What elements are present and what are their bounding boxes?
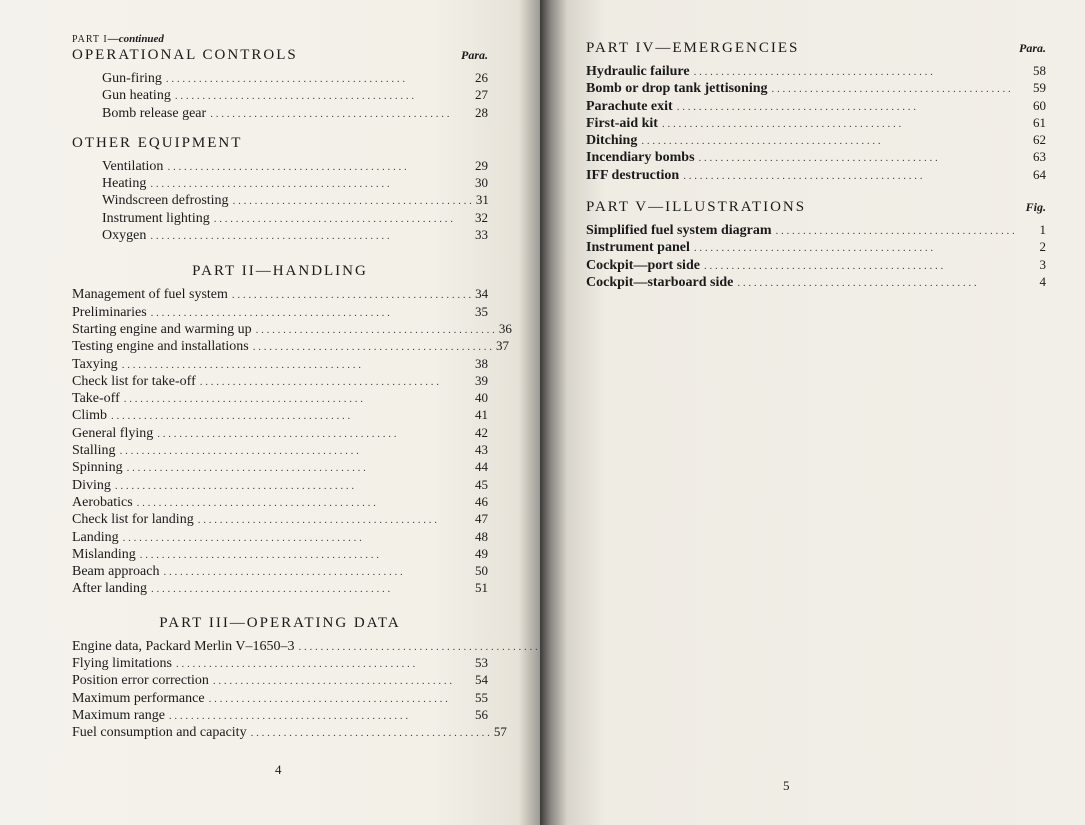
dot-leader: . . . . . . . . . . . . . . . . . . . . . . . . . . . . . . . . . . . . . . . . . . . . xyxy=(121,358,361,371)
right-contents xyxy=(586,40,1046,290)
section-title: OPERATIONAL CONTROLS xyxy=(72,47,298,63)
entry-label: Aerobatics xyxy=(72,494,133,510)
section-heading xyxy=(72,615,488,637)
toc-entry[interactable] xyxy=(72,355,488,372)
toc-entry[interactable] xyxy=(72,476,488,493)
dot-leader: . . . . . . . . . . . . . . . . . . . . . . . . . . . . . . . . . . . . . . . . . . . . xyxy=(114,479,355,492)
dot-leader: . . . . . . . . . . . . . . . . . . . . . . . . . . . . . . . . . . . . . . . . . . . . xyxy=(771,83,1011,96)
dot-leader: . . . . . . . . . . . . . . . . . . . . . . . . . . . . . . . . . . . . . . . . . . . . xyxy=(123,393,363,406)
toc-entry[interactable] xyxy=(586,148,1046,165)
dot-leader: . . . . . . . . . . . . . . . . . . . . . . . . . . . . . . . . . . . . . . . . . . . . xyxy=(197,514,437,527)
entry-number: 3 xyxy=(1039,256,1046,272)
section-heading xyxy=(586,199,1046,221)
entry-label: Heating xyxy=(102,176,147,192)
toc-entry[interactable] xyxy=(72,303,488,320)
toc-entry[interactable] xyxy=(586,79,1046,96)
toc-entry[interactable] xyxy=(72,706,488,723)
entry-label: Beam approach xyxy=(72,564,160,580)
left-page xyxy=(0,0,540,825)
entry-list xyxy=(72,285,512,597)
entry-number: 29 xyxy=(475,157,488,173)
toc-entry[interactable] xyxy=(586,221,1046,238)
entry-number: 41 xyxy=(475,407,488,423)
toc-entry[interactable] xyxy=(72,493,488,510)
entry-label: Starting engine and warming up xyxy=(72,321,252,337)
section-gap xyxy=(72,597,488,615)
dot-leader: . . . . . . . . . . . . . . . . . . . . . . . . . . . . . . . . . . . . . . . . . . . . xyxy=(208,692,448,705)
entry-number: 28 xyxy=(475,104,488,120)
dot-leader: . . . . . . . . . . . . . . . . . . . . . . . . . . . . . . . . . . . . . . . . . . . . xyxy=(737,276,977,289)
entry-number: 2 xyxy=(1039,239,1046,255)
dot-leader: . . . . . . . . . . . . . . . . . . . . . . . . . . . . . . . . . . . . . . . . . . . . xyxy=(150,306,390,319)
entry-number: 44 xyxy=(475,459,488,475)
dot-leader: . . . . . . . . . . . . . . . . . . . . . . . . . . . . . . . . . . . . . . . . . . . . xyxy=(122,531,362,544)
entry-number: 60 xyxy=(1033,97,1046,113)
entry-list xyxy=(586,221,1046,290)
section-gap xyxy=(72,243,488,263)
dot-leader: . . . . . . . . . . . . . . . . . . . . . . . . . . . . . . . . . . . . . . . . . . . . xyxy=(157,427,397,440)
entry-number: 61 xyxy=(1033,114,1046,130)
toc-entry[interactable] xyxy=(72,86,488,103)
toc-entry[interactable] xyxy=(72,528,488,545)
toc-entry[interactable] xyxy=(586,62,1046,79)
entry-number: 50 xyxy=(475,563,488,579)
entry-label: First-aid kit xyxy=(586,115,658,131)
toc-entry[interactable] xyxy=(586,97,1046,114)
dot-leader: . . . . . . . . . . . . . . . . . . . . . . . . . . . . . . . . . . . . . . . . . . . . xyxy=(111,410,351,423)
dot-leader: . . . . . . . . . . . . . . . . . . . . . . . . . . . . . . . . . . . . . . . . . . . . xyxy=(174,90,415,103)
entry-number: 33 xyxy=(475,227,488,243)
entry-number: 42 xyxy=(475,424,488,440)
toc-entry[interactable] xyxy=(72,723,507,741)
toc-section xyxy=(586,40,1046,183)
entry-number: 56 xyxy=(475,706,488,722)
entry-label: Oxygen xyxy=(102,228,147,244)
toc-entry[interactable] xyxy=(72,226,488,243)
dot-leader: . . . . . . . . . . . . . . . . . . . . . . . . . . . . . . . . . . . . . . . . . . . . xyxy=(250,727,490,740)
entry-label: Gun-firing xyxy=(102,71,162,86)
entry-label: Instrument lighting xyxy=(102,210,210,226)
entry-number: 1 xyxy=(1039,222,1046,238)
toc-entry[interactable] xyxy=(72,424,488,441)
entry-number: 27 xyxy=(475,87,488,103)
section-title: PART IV—EMERGENCIES xyxy=(586,40,800,56)
dot-leader: . . . . . . . . . . . . . . . . . . . . . . . . . . . . . . . . . . . . . . . . . . . . xyxy=(298,640,538,653)
entry-label: Maximum range xyxy=(72,707,165,723)
dot-leader: . . . . . . . . . . . . . . . . . . . . . . . . . . . . . . . . . . . . . . . . . . . . xyxy=(119,445,359,458)
entry-number: 54 xyxy=(475,672,488,688)
entry-label: Testing engine and installations xyxy=(72,339,249,355)
entry-number: 58 xyxy=(1033,63,1046,78)
entry-label: IFF destruction xyxy=(586,167,680,183)
column-head: Fig. xyxy=(1025,200,1046,215)
dot-leader: . . . . . . . . . . . . . . . . . . . . . . . . . . . . . . . . . . . . . . . . . . . . xyxy=(136,496,376,509)
dot-leader: . . . . . . . . . . . . . . . . . . . . . . . . . . . . . . . . . . . . . . . . . . . . xyxy=(232,195,472,208)
entry-label: Taxying xyxy=(72,356,118,372)
entry-number: 46 xyxy=(475,493,488,509)
dot-leader: . . . . . . . . . . . . . . . . . . . . . . . . . . . . . . . . . . . . . . . . . . . . xyxy=(126,462,366,475)
dot-leader: . . . . . . . . . . . . . . . . . . . . . . . . . . . . . . . . . . . . . . . . . . . . xyxy=(676,100,916,113)
dot-leader: . . . . . . . . . . . . . . . . . . . . . . . . . . . . . . . . . . . . . . . . . . . . xyxy=(165,73,406,85)
entry-label: Management of fuel system xyxy=(72,287,228,303)
entry-number: 53 xyxy=(475,655,488,671)
dot-leader: . . . . . . . . . . . . . . . . . . . . . . . . . . . . . . . . . . . . . . . . . . . . xyxy=(167,160,407,173)
toc-entry[interactable] xyxy=(72,545,488,562)
entry-number: 55 xyxy=(475,689,488,705)
part-label-continued: —continued xyxy=(107,33,164,45)
dot-leader: . . . . . . . . . . . . . . . . . . . . . . . . . . . . . . . . . . . . . . . . . . . . xyxy=(163,566,403,579)
entry-label: Simplified fuel system diagram xyxy=(586,223,772,239)
dot-leader: . . . . . . . . . . . . . . . . . . . . . . . . . . . . . . . . . . . . . . . . . . . . xyxy=(661,117,902,130)
dot-leader: . . . . . . . . . . . . . . . . . . . . . . . . . . . . . . . . . . . . . . . . . . . . xyxy=(175,658,416,671)
section-gap xyxy=(72,121,488,135)
dot-leader: . . . . . . . . . . . . . . . . . . . . . . . . . . . . . . . . . . . . . . . . . . . . xyxy=(693,242,934,255)
entry-label: After landing xyxy=(72,581,148,597)
toc-entry[interactable] xyxy=(72,372,488,389)
entry-number: 34 xyxy=(475,286,489,302)
entry-number: 47 xyxy=(475,511,488,527)
left-contents xyxy=(72,33,538,741)
toc-entry[interactable] xyxy=(72,441,488,458)
dot-leader: . . . . . . . . . . . . . . . . . . . . . . . . . . . . . . . . . . . . . . . . . . . . xyxy=(698,152,938,165)
toc-entry[interactable] xyxy=(72,157,488,174)
entry-number: 49 xyxy=(475,545,488,561)
toc-entry[interactable] xyxy=(72,104,488,121)
toc-entry[interactable] xyxy=(72,689,488,706)
entry-number: 64 xyxy=(1033,166,1046,182)
entry-label: Engine data, Packard Merlin V–1650–3 xyxy=(72,638,295,654)
toc-entry[interactable] xyxy=(586,114,1046,131)
entry-number: 30 xyxy=(475,175,488,191)
entry-list xyxy=(72,157,488,243)
dot-leader: . . . . . . . . . . . . . . . . . . . . . . . . . . . . . . . . . . . . . . . . . . . . xyxy=(139,548,380,561)
toc-entry[interactable] xyxy=(586,256,1046,273)
page-number-right: 5 xyxy=(783,778,790,793)
toc-entry[interactable] xyxy=(72,389,488,406)
entry-label: Spinning xyxy=(72,460,123,476)
section-heading xyxy=(586,40,1046,62)
section-heading xyxy=(72,47,488,69)
toc-entry[interactable] xyxy=(72,191,488,208)
section-heading xyxy=(72,263,488,285)
toc-entry[interactable] xyxy=(72,579,488,596)
toc-entry[interactable] xyxy=(72,69,488,86)
entry-label: Landing xyxy=(72,529,119,545)
section-title: PART III—OPERATING DATA xyxy=(159,614,401,631)
entry-number: 59 xyxy=(1033,80,1046,96)
entry-number: 45 xyxy=(475,476,488,492)
entry-label: Parachute exit xyxy=(586,98,673,114)
entry-label: Bomb or drop tank jettisoning xyxy=(586,81,768,97)
column-head: Para. xyxy=(1019,41,1046,55)
entry-number: 31 xyxy=(475,192,489,208)
toc-section xyxy=(586,199,1046,290)
right-page xyxy=(540,0,1085,825)
entry-label: Position error correction xyxy=(72,673,209,689)
entry-label: Cockpit—starboard side xyxy=(586,274,734,290)
dot-leader: . . . . . . . . . . . . . . . . . . . . . . . . . . . . . . . . . . . . . . . . . . . . xyxy=(151,583,391,596)
section-gap xyxy=(586,183,1046,199)
entry-label: Ditching xyxy=(586,133,638,149)
dot-leader: . . . . . . . . . . . . . . . . . . . . . . . . . . . . . . . . . . . . . . . . . . . . xyxy=(775,225,1015,238)
toc-entry[interactable] xyxy=(72,174,488,191)
entry-list xyxy=(586,62,1046,183)
entry-number: 4 xyxy=(1039,273,1046,289)
dot-leader: . . . . . . . . . . . . . . . . . . . . . . . . . . . . . . . . . . . . . . . . . . . . xyxy=(683,169,923,182)
entry-number: 57 xyxy=(493,724,507,740)
entry-number: 40 xyxy=(475,390,488,406)
entry-label: Take-off xyxy=(72,391,120,407)
entry-number: 36 xyxy=(498,320,512,336)
entry-number: 35 xyxy=(475,303,488,319)
toc-entry[interactable] xyxy=(72,671,488,688)
toc-entry[interactable] xyxy=(72,458,488,475)
entry-label: Flying limitations xyxy=(72,656,172,672)
dot-leader: . . . . . . . . . . . . . . . . . . . . . . . . . . . . . . . . . . . . . . . . . . . . xyxy=(641,135,881,148)
entry-label: Check list for landing xyxy=(72,512,194,528)
entry-label: Maximum performance xyxy=(72,690,205,706)
entry-number: 38 xyxy=(475,355,488,371)
dot-leader: . . . . . . . . . . . . . . . . . . . . . . . . . . . . . . . . . . . . . . . . . . . . xyxy=(210,107,450,120)
entry-label: General flying xyxy=(72,425,154,441)
dot-leader: . . . . . . . . . . . . . . . . . . . . . . . . . . . . . . . . . . . . . . . . . . . . xyxy=(199,375,440,388)
page-number-left: 4 xyxy=(275,762,282,777)
toc-section xyxy=(72,135,488,243)
dot-leader: . . . . . . . . . . . . . . . . . . . . . . . . . . . . . . . . . . . . . . . . . . . . xyxy=(703,259,944,272)
entry-number: 63 xyxy=(1033,149,1046,165)
dot-leader: . . . . . . . . . . . . . . . . . . . . . . . . . . . . . . . . . . . . . . . . . . . . xyxy=(231,289,472,302)
entry-label: Windscreen defrosting xyxy=(102,193,229,209)
entry-label: Climb xyxy=(72,408,108,424)
entry-label: Gun heating xyxy=(102,88,171,104)
toc-entry[interactable] xyxy=(72,510,488,527)
entry-number: 62 xyxy=(1033,132,1046,148)
toc-entry[interactable] xyxy=(72,285,488,302)
toc-entry[interactable] xyxy=(72,637,538,654)
entry-label: Bomb release gear xyxy=(102,105,207,121)
toc-entry[interactable] xyxy=(72,562,488,579)
entry-label: Incendiary bombs xyxy=(586,150,695,166)
entry-number: 51 xyxy=(475,580,488,596)
section-title: PART V—ILLUSTRATIONS xyxy=(586,199,807,216)
dot-leader: . . . . . . . . . . . . . . . . . . . . . . . . . . . . . . . . . . . . . . . . . . . . xyxy=(252,341,492,354)
entry-number: 26 xyxy=(475,70,488,85)
entry-label: Stalling xyxy=(72,443,116,459)
section-title: PART II—HANDLING xyxy=(192,263,368,280)
dot-leader: . . . . . . . . . . . . . . . . . . . . . . . . . . . . . . . . . . . . . . . . . . . . xyxy=(255,323,495,336)
toc-section xyxy=(72,614,538,741)
toc-section xyxy=(72,47,488,121)
column-head: Para. xyxy=(461,48,488,62)
entry-number: 43 xyxy=(475,442,488,458)
dot-leader: . . . . . . . . . . . . . . . . . . . . . . . . . . . . . . . . . . . . . . . . . . . . xyxy=(150,230,390,243)
toc-entry[interactable] xyxy=(586,273,1046,290)
dot-leader: . . . . . . . . . . . . . . . . . . . . . . . . . . . . . . . . . . . . . . . . . . . . xyxy=(213,212,453,225)
entry-list xyxy=(72,637,538,741)
dot-leader: . . . . . . . . . . . . . . . . . . . . . . . . . . . . . . . . . . . . . . . . . . . . xyxy=(168,709,409,722)
toc-entry[interactable] xyxy=(72,654,488,671)
entry-number: 32 xyxy=(475,209,488,225)
entry-number: 48 xyxy=(475,528,488,544)
section-heading xyxy=(72,135,488,157)
entry-number: 39 xyxy=(475,372,488,388)
section-title: OTHER EQUIPMENT xyxy=(72,134,243,151)
part-label xyxy=(72,33,488,47)
entry-label: Cockpit—port side xyxy=(586,257,700,273)
entry-number: 37 xyxy=(495,338,509,354)
entry-label: Instrument panel xyxy=(586,240,690,256)
toc-entry[interactable] xyxy=(72,337,509,355)
entry-label: Preliminaries xyxy=(72,304,147,320)
part-label-text: PART I xyxy=(72,34,108,45)
toc-section xyxy=(72,263,512,597)
dot-leader: . . . . . . . . . . . . . . . . . . . . . . . . . . . . . . . . . . . . . . . . . . . . xyxy=(150,178,390,191)
entry-label: Diving xyxy=(72,477,111,493)
toc-entry[interactable] xyxy=(586,131,1046,148)
toc-entry[interactable] xyxy=(72,209,488,226)
dot-leader: . . . . . . . . . . . . . . . . . . . . . . . . . . . . . . . . . . . . . . . . . . . . xyxy=(693,66,933,78)
toc-entry[interactable] xyxy=(72,320,512,337)
entry-label: Mislanding xyxy=(72,546,136,562)
toc-entry[interactable] xyxy=(586,238,1046,255)
entry-label: Ventilation xyxy=(102,158,164,174)
toc-entry[interactable] xyxy=(72,406,488,423)
entry-label: Check list for take-off xyxy=(72,373,196,389)
entry-list xyxy=(72,69,488,121)
entry-label: Hydraulic failure xyxy=(586,64,690,79)
entry-label: Fuel consumption and capacity xyxy=(72,725,247,741)
dot-leader: . . . . . . . . . . . . . . . . . . . . . . . . . . . . . . . . . . . . . . . . . . . . xyxy=(212,675,453,688)
toc-entry[interactable] xyxy=(586,166,1046,183)
